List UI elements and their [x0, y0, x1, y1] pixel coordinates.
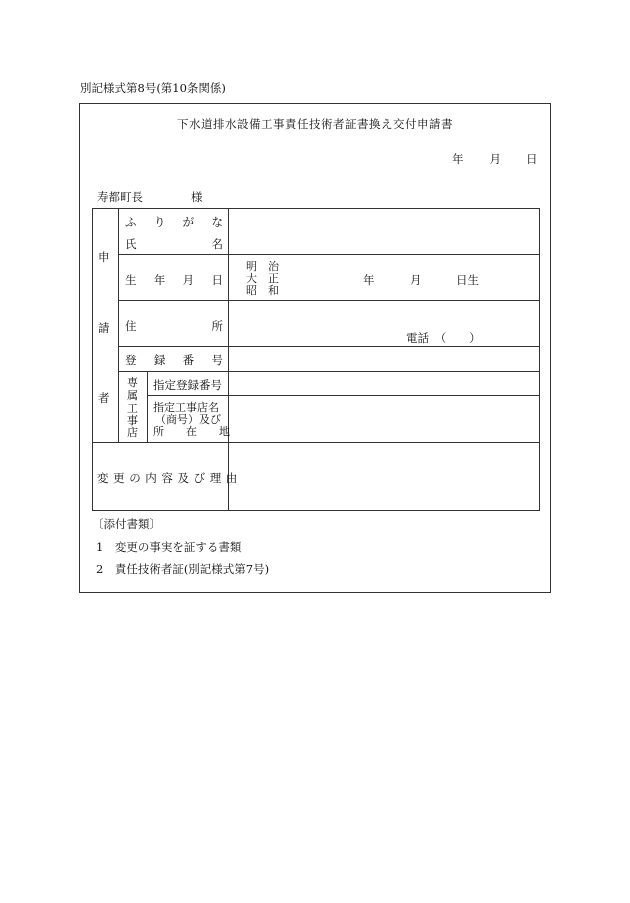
address-label: 住 所	[125, 319, 223, 333]
date-line	[452, 151, 538, 167]
attachment-item-2: 2 責任技術者証(別記様式第7号)	[96, 562, 270, 576]
addressee-honorific: 様	[191, 190, 203, 204]
change-reason-label: 変更の内容及び理由	[97, 471, 242, 485]
attachment-item-1: 1 変更の事実を証する書類	[96, 540, 242, 554]
era-taisho: 大 正	[246, 272, 279, 285]
era-showa: 昭 和	[246, 284, 279, 297]
name-label: 氏 名	[125, 237, 223, 251]
birth-day-label: 日生	[456, 273, 479, 287]
designated-shop-location-label: 所 在 地	[153, 425, 230, 438]
era-meiji: 明 治	[246, 260, 279, 273]
designated-shop-trade-label: （商号）及び	[155, 413, 221, 426]
addressee	[97, 189, 203, 205]
applicant-label-1: 申	[98, 250, 110, 264]
birthdate-label: 生 年 月 日	[125, 273, 223, 287]
attachments-header: 〔添付書類〕	[92, 517, 161, 531]
applicant-label-3: 者	[98, 391, 110, 405]
exclusive-shop-char-5: 店	[127, 426, 138, 439]
birth-month-label: 月	[410, 273, 422, 287]
furigana-label: ふ り が な	[125, 215, 223, 229]
designated-registration-label: 指定登録番号	[153, 378, 222, 392]
addressee-name: 寿都町長	[97, 190, 143, 204]
exclusive-shop-char-2: 属	[127, 389, 138, 402]
birth-year-label: 年	[363, 273, 375, 287]
form-title: 下水道排水設備工事責任技術者証書換え交付申請書	[177, 117, 453, 131]
exclusive-shop-char-1: 専	[127, 376, 138, 389]
date-day-label: 日	[526, 152, 538, 166]
form-reference: 別記様式第8号(第10条関係)	[80, 81, 226, 95]
designated-shop-name-label: 指定工事店名	[153, 401, 219, 414]
date-year-label: 年	[452, 152, 464, 166]
application-table	[92, 208, 540, 511]
applicant-label-2: 請	[98, 321, 110, 335]
date-month-label: 月	[489, 152, 501, 166]
phone-label: 電話 （ ）	[406, 331, 481, 345]
registration-number-label: 登 録 番 号	[125, 353, 223, 367]
exclusive-shop-char-4: 事	[127, 414, 138, 427]
exclusive-shop-char-3: 工	[127, 402, 138, 415]
